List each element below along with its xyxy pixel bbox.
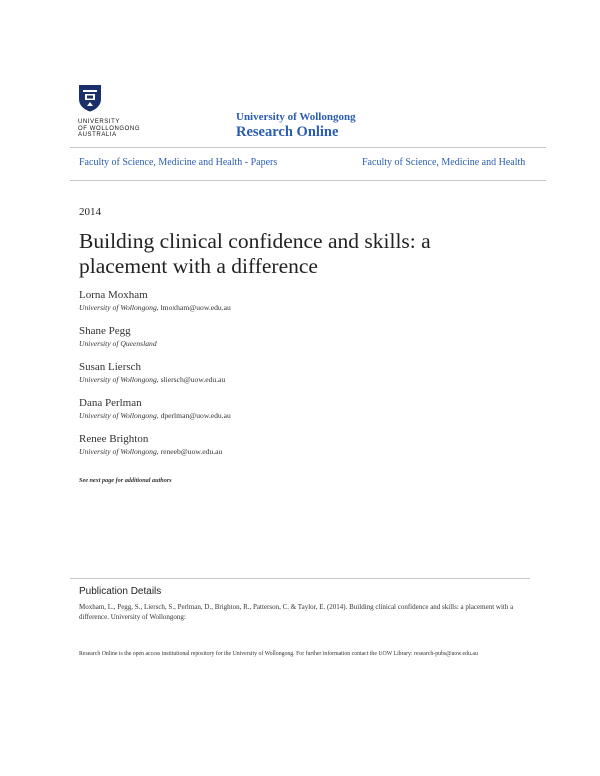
logo-wordmark [78, 119, 148, 139]
university-name-link[interactable]: University of Wollongong [236, 111, 356, 123]
affiliation-name: University of Wollongong [79, 375, 157, 384]
author-affiliation [79, 374, 231, 385]
logo-line: AUSTRALIA [78, 132, 117, 139]
author-name: Renee Brighton [79, 433, 149, 445]
author-affiliation [79, 338, 231, 349]
author-name: Dana Perlman [79, 397, 142, 409]
logo-line: UNIVERSITY [78, 119, 121, 125]
author-entry [79, 325, 231, 361]
repository-footer: Research Online is the open access institutional repository for the University of Wollongong. For further information contact the UOW Library: research-pubs@uow.edu.au [79, 651, 478, 657]
affiliation-name: University of Wollongong [79, 411, 157, 420]
author-affiliation [79, 446, 231, 457]
crest-icon [78, 84, 102, 112]
author-entry [79, 433, 231, 469]
research-online-link[interactable]: Research Online [236, 124, 339, 140]
publication-details-heading: Publication Details [79, 586, 162, 597]
logo-line: OF WOLLONGONG [78, 125, 141, 132]
author-entry [79, 361, 231, 397]
author-affiliation [79, 302, 231, 313]
divider [70, 180, 546, 181]
author-name: Susan Liersch [79, 361, 142, 373]
author-email[interactable]: , lmoxham@uow.edu.au [156, 303, 231, 312]
affiliation-name: University of Wollongong [79, 447, 157, 456]
faculty-link[interactable]: Faculty of Science, Medicine and Health [362, 157, 526, 168]
affiliation-name: University of Wollongong [79, 303, 157, 312]
divider [70, 147, 546, 148]
author-name: Shane Pegg [79, 325, 131, 337]
author-list [79, 289, 231, 469]
publication-details-text: Moxham, L., Pegg, S., Liersch, S., Perlman, D., Brighton, R., Patterson, C. & Taylor, E. (2014). Building clinical confidence and skills: a placement with a difference. University of Wollongong: [79, 603, 514, 621]
author-affiliation [79, 410, 231, 421]
paper-title: Building clinical confidence and skills: a placement with a difference [79, 229, 431, 278]
author-email[interactable]: , sliersch@uow.edu.au [156, 375, 226, 384]
author-email[interactable]: , dperlman@uow.edu.au [156, 411, 231, 420]
see-next-page-note: See next page for additional authors [79, 477, 172, 484]
repository-header [236, 111, 356, 141]
university-logo[interactable] [78, 84, 148, 139]
author-name: Lorna Moxham [79, 289, 148, 301]
publication-year: 2014 [79, 206, 101, 218]
divider [70, 578, 530, 579]
author-email[interactable]: , reneeb@uow.edu.au [156, 447, 223, 456]
affiliation-name: University of Queensland [79, 339, 157, 348]
author-entry [79, 289, 231, 325]
author-entry [79, 397, 231, 433]
faculty-papers-link[interactable]: Faculty of Science, Medicine and Health - Papers [79, 157, 278, 168]
